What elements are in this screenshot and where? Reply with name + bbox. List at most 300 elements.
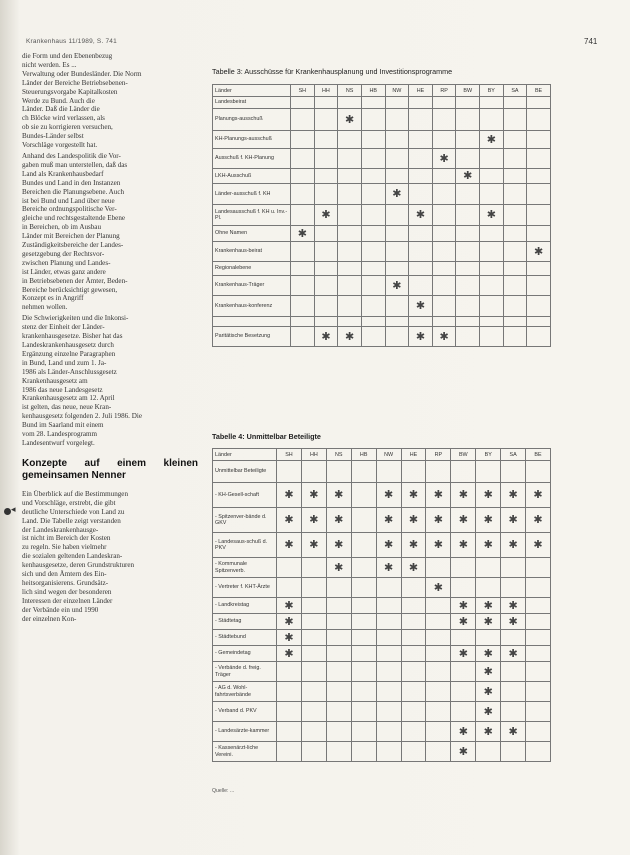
table3-prefix: Tabelle 3: — [212, 67, 243, 76]
text-line: nicht werden. Es ... — [22, 60, 77, 69]
table-cell — [401, 578, 426, 598]
table-cell — [326, 682, 351, 702]
table-cell — [503, 149, 527, 169]
table-cell — [501, 578, 526, 598]
table-cell — [527, 262, 551, 276]
table-cell — [326, 742, 351, 762]
table-cell — [426, 682, 451, 702]
text-line: Bereiche ordnungspolitische Ver- — [22, 205, 117, 214]
text-line: heitsorganisierens. Grundsätz- — [22, 578, 109, 587]
row-label: Regionalebene — [213, 262, 291, 276]
column-header: SH — [291, 85, 315, 97]
row-label: - Spitzenver-bände d. GKV — [213, 508, 277, 533]
text-line: Zuständigkeitsbereiche der Landes- — [22, 241, 124, 250]
table-cell — [376, 461, 401, 483]
table-cell — [361, 109, 385, 131]
table-cell — [361, 169, 385, 184]
row-label: Krankenhaus-Träger — [213, 276, 291, 296]
table4-caption — [212, 432, 321, 441]
table-cell — [480, 242, 504, 262]
table-cell — [503, 109, 527, 131]
asterisk-mark-icon: ✱ — [480, 205, 504, 226]
table-cell — [291, 242, 315, 262]
table-cell — [291, 317, 315, 327]
asterisk-mark-icon: ✱ — [376, 533, 401, 558]
table-cell — [480, 262, 504, 276]
table-cell — [385, 242, 409, 262]
table-cell — [432, 184, 456, 205]
text-line: kenhausgesetze, deren Grundstrukturen — [22, 561, 135, 570]
table-cell — [401, 630, 426, 646]
row-label: - Gemeindetag — [213, 646, 277, 662]
table-cell — [351, 598, 376, 614]
table-cell — [451, 702, 476, 722]
text-line: gesetzgebung der Rechtsvor- — [22, 249, 105, 258]
table-cell — [338, 169, 362, 184]
table-cell — [401, 742, 426, 762]
table-cell — [338, 97, 362, 109]
table-cell — [401, 461, 426, 483]
table-cell — [326, 578, 351, 598]
column-header: BE — [526, 449, 551, 461]
table-cell — [385, 97, 409, 109]
asterisk-mark-icon: ✱ — [451, 742, 476, 762]
table-cell — [401, 646, 426, 662]
text-line: und Vorschläge, erstrebt, die gibt — [22, 498, 116, 507]
table-cell — [456, 242, 480, 262]
table-cell — [426, 558, 451, 578]
table-cell — [291, 97, 315, 109]
table-row — [213, 276, 551, 296]
table-cell — [326, 461, 351, 483]
table-cell — [361, 226, 385, 242]
table-cell — [432, 226, 456, 242]
asterisk-mark-icon: ✱ — [526, 483, 551, 508]
column-header: Länder — [213, 449, 277, 461]
asterisk-mark-icon: ✱ — [277, 646, 302, 662]
text-line: Krankenhausgesetz am — [22, 376, 88, 385]
table-cell — [385, 109, 409, 131]
table-cell — [456, 262, 480, 276]
table-row — [213, 131, 551, 149]
table-cell — [326, 702, 351, 722]
table-row — [213, 630, 551, 646]
table-cell — [301, 722, 326, 742]
table-cell — [314, 262, 338, 276]
table-row — [213, 614, 551, 630]
asterisk-mark-icon: ✱ — [476, 646, 501, 662]
table-cell — [426, 646, 451, 662]
table-cell — [501, 630, 526, 646]
table-cell — [527, 276, 551, 296]
table-cell — [326, 722, 351, 742]
asterisk-mark-icon: ✱ — [501, 646, 526, 662]
table-cell — [503, 184, 527, 205]
table-header-row — [213, 449, 551, 461]
table-cell — [277, 662, 302, 682]
asterisk-mark-icon: ✱ — [409, 296, 433, 317]
table-cell — [385, 131, 409, 149]
table-cell — [326, 646, 351, 662]
text-line: ob sie zu korrigieren versuchen, — [22, 123, 113, 132]
text-line: Interessen der einzelnen Länder — [22, 596, 113, 605]
asterisk-mark-icon: ✱ — [451, 646, 476, 662]
text-line: der Landeskrankenhausge- — [22, 525, 99, 534]
column-header: RP — [426, 449, 451, 461]
table-cell — [351, 646, 376, 662]
column-header: HE — [401, 449, 426, 461]
table-cell — [301, 630, 326, 646]
row-label: LKH-Ausschuß — [213, 169, 291, 184]
table-cell — [426, 598, 451, 614]
table-cell — [426, 722, 451, 742]
table-cell — [503, 327, 527, 347]
row-label: Landesausschuß f. KH u. Inv.-Pl. — [213, 205, 291, 226]
table-cell — [301, 578, 326, 598]
paragraph-2 — [22, 152, 198, 312]
table-cell — [291, 109, 315, 131]
table-cell — [456, 226, 480, 242]
text-line: ist Länder, etwas ganz andere — [22, 267, 106, 276]
text-line: in Bereichen, ob im Ausbau — [22, 223, 102, 232]
table-cell — [527, 184, 551, 205]
text-line: die Form und den Ebenenbezug — [22, 52, 113, 60]
table-cell — [432, 296, 456, 317]
table4-prefix: Tabelle 4: — [212, 432, 245, 441]
table-cell — [338, 184, 362, 205]
text-line: Die Schwierigkeiten und die Inkonsi- — [22, 314, 129, 323]
table-cell — [291, 327, 315, 347]
column-header: HB — [351, 449, 376, 461]
table-cell — [480, 149, 504, 169]
table-cell — [526, 722, 551, 742]
asterisk-mark-icon: ✱ — [426, 508, 451, 533]
row-label: Krankenhaus-beirat — [213, 242, 291, 262]
column-header: BE — [527, 85, 551, 97]
table-cell — [361, 262, 385, 276]
table-row — [213, 262, 551, 276]
text-line: Bereiche berücksichtigt gewesen, — [22, 285, 118, 294]
table-row — [213, 169, 551, 184]
column-header: BW — [451, 449, 476, 461]
table-cell — [351, 742, 376, 762]
asterisk-mark-icon: ✱ — [476, 598, 501, 614]
asterisk-mark-icon: ✱ — [480, 131, 504, 149]
table-cell — [361, 327, 385, 347]
asterisk-mark-icon: ✱ — [277, 598, 302, 614]
table-cell — [385, 149, 409, 169]
table-row — [213, 317, 551, 327]
table-cell — [351, 508, 376, 533]
table-cell — [409, 97, 433, 109]
table-cell — [476, 630, 501, 646]
table-cell — [526, 682, 551, 702]
table-cell — [401, 682, 426, 702]
table-cell — [385, 169, 409, 184]
asterisk-mark-icon: ✱ — [376, 483, 401, 508]
table-cell — [503, 242, 527, 262]
table-cell — [526, 646, 551, 662]
asterisk-mark-icon: ✱ — [451, 508, 476, 533]
table-cell — [526, 461, 551, 483]
table-cell — [314, 226, 338, 242]
table-cell — [527, 327, 551, 347]
table-cell — [301, 461, 326, 483]
table-cell — [451, 558, 476, 578]
row-label: Ohne Namen — [213, 226, 291, 242]
table-cell — [291, 276, 315, 296]
table-cell — [426, 630, 451, 646]
text-line: die sozialen geltenden Landeskran- — [22, 552, 123, 561]
text-line: Landeskrankenhausgesetz durch — [22, 341, 114, 349]
table-cell — [451, 578, 476, 598]
table-cell — [409, 262, 433, 276]
table-row — [213, 702, 551, 722]
table-cell — [503, 317, 527, 327]
table-row — [213, 461, 551, 483]
asterisk-mark-icon: ✱ — [426, 578, 451, 598]
asterisk-mark-icon: ✱ — [451, 598, 476, 614]
table-cell — [385, 296, 409, 317]
asterisk-mark-icon: ✱ — [432, 327, 456, 347]
table-cell — [527, 149, 551, 169]
asterisk-mark-icon: ✱ — [501, 614, 526, 630]
asterisk-mark-icon: ✱ — [376, 558, 401, 578]
table-cell — [432, 262, 456, 276]
table-cell — [385, 262, 409, 276]
text-line: sich und den Ämtern des Ein- — [22, 570, 107, 579]
asterisk-mark-icon: ✱ — [451, 722, 476, 742]
table-cell — [501, 742, 526, 762]
table-cell — [361, 97, 385, 109]
table-cell — [277, 722, 302, 742]
text-line: Werde zu Bund. Auch die — [22, 96, 95, 105]
table-cell — [326, 614, 351, 630]
asterisk-mark-icon: ✱ — [409, 327, 433, 347]
table-participants — [212, 448, 551, 762]
table-cell — [376, 646, 401, 662]
text-line: vom 28. Landesprogramm — [22, 430, 98, 439]
table-cell — [456, 205, 480, 226]
table-cell — [376, 662, 401, 682]
asterisk-mark-icon: ✱ — [527, 242, 551, 262]
table-cell — [451, 630, 476, 646]
text-line: der einzelnen Kon- — [22, 614, 77, 623]
table-cell — [291, 205, 315, 226]
table-cell — [314, 109, 338, 131]
asterisk-mark-icon: ✱ — [277, 483, 302, 508]
asterisk-mark-icon: ✱ — [338, 109, 362, 131]
table-row — [213, 184, 551, 205]
table-cell — [277, 702, 302, 722]
table-cell — [338, 242, 362, 262]
table-cell — [527, 109, 551, 131]
text-line: krankenhausgesetze. Bisher hat das — [22, 332, 123, 341]
table3-title: Ausschüsse für Krankenhausplanung und Investitionsprogramme — [244, 67, 453, 76]
row-label: KH-Planungs-ausschuß — [213, 131, 291, 149]
text-line: Länder. Daß die Länder die — [22, 105, 100, 114]
table-cell — [527, 296, 551, 317]
asterisk-mark-icon: ✱ — [326, 533, 351, 558]
table-cell — [314, 276, 338, 296]
row-label: - Verband d. PKV — [213, 702, 277, 722]
table-cell — [277, 461, 302, 483]
table-cell — [526, 702, 551, 722]
text-line: in Bund, Land und zum 1. Ja- — [22, 358, 107, 367]
table-cell — [338, 226, 362, 242]
table-cell — [409, 226, 433, 242]
table-cell — [326, 630, 351, 646]
table-cell — [432, 109, 456, 131]
row-label — [213, 317, 291, 327]
table-cell — [277, 682, 302, 702]
table-cell — [376, 614, 401, 630]
table-cell — [351, 682, 376, 702]
text-line: ch Blöcke wird verlassen, als — [22, 114, 105, 123]
asterisk-mark-icon: ✱ — [432, 149, 456, 169]
text-line: nehmen wollen. — [22, 303, 68, 312]
table-cell — [361, 205, 385, 226]
table-row — [213, 508, 551, 533]
text-line: ist nicht im Bereich der Kosten — [22, 534, 111, 543]
section-subheading: Konzepte auf einem kleinen gemeinsamen Nenner — [22, 457, 198, 481]
text-line: Länder mit Bereichen der Planung — [22, 232, 120, 241]
row-label: Ausschuß f. KH-Planung — [213, 149, 291, 169]
column-header: SA — [503, 85, 527, 97]
table-cell — [351, 702, 376, 722]
table-cell — [501, 558, 526, 578]
asterisk-mark-icon: ✱ — [501, 533, 526, 558]
arrow-left-icon: ◂ — [11, 504, 16, 514]
table-cell — [503, 226, 527, 242]
text-line: Land. Die Tabelle zeigt verstanden — [22, 516, 121, 525]
asterisk-mark-icon: ✱ — [476, 533, 501, 558]
table-cell — [376, 742, 401, 762]
table-cell — [527, 131, 551, 149]
table-cell — [527, 169, 551, 184]
text-line: ist bei Bund und Land über neue — [22, 196, 115, 205]
row-label: Krankenhaus-konferenz — [213, 296, 291, 317]
table-cell — [401, 598, 426, 614]
text-line: in Betriebsebenen der Ämter, Beden- — [22, 276, 128, 285]
table-cell — [277, 742, 302, 762]
column-header: BY — [480, 85, 504, 97]
row-label: - Verbände d. freig. Träger — [213, 662, 277, 682]
asterisk-mark-icon: ✱ — [476, 722, 501, 742]
text-line: Anhand des Landespolitik die Vor- — [22, 151, 121, 160]
column-header: RP — [432, 85, 456, 97]
table-cell — [314, 97, 338, 109]
table-row — [213, 742, 551, 762]
table-cell — [480, 169, 504, 184]
table-cell — [314, 149, 338, 169]
table-cell — [301, 682, 326, 702]
column-header: HH — [314, 85, 338, 97]
asterisk-mark-icon: ✱ — [451, 483, 476, 508]
table-cell — [291, 296, 315, 317]
table-cell — [501, 662, 526, 682]
table-cell — [480, 109, 504, 131]
table-cell — [501, 682, 526, 702]
column-header: NW — [385, 85, 409, 97]
table-cell — [361, 276, 385, 296]
table-row — [213, 242, 551, 262]
table-cell — [351, 578, 376, 598]
asterisk-mark-icon: ✱ — [385, 276, 409, 296]
table-cell — [314, 169, 338, 184]
table-cell — [338, 276, 362, 296]
asterisk-mark-icon: ✱ — [476, 702, 501, 722]
table-cell — [326, 598, 351, 614]
row-label: Planungs-ausschuß — [213, 109, 291, 131]
table-cell — [432, 205, 456, 226]
asterisk-mark-icon: ✱ — [501, 483, 526, 508]
asterisk-mark-icon: ✱ — [476, 483, 501, 508]
table-cell — [456, 276, 480, 296]
table-cell — [401, 702, 426, 722]
table-cell — [409, 169, 433, 184]
page-number: 741 — [584, 37, 598, 46]
asterisk-mark-icon: ✱ — [314, 205, 338, 226]
table-cell — [338, 131, 362, 149]
text-line: Ein Überblick auf die Bestimmungen — [22, 489, 128, 498]
table-cell — [451, 461, 476, 483]
column-header: SA — [501, 449, 526, 461]
table-row — [213, 296, 551, 317]
table-cell — [385, 205, 409, 226]
table-row — [213, 722, 551, 742]
table-cell — [301, 702, 326, 722]
table4-title: Unmittelbar Beteiligte — [246, 432, 321, 441]
table-cell — [338, 149, 362, 169]
asterisk-mark-icon: ✱ — [277, 533, 302, 558]
text-line: ist gelten, das neue, neue Kran- — [22, 403, 112, 412]
table-cell — [432, 97, 456, 109]
asterisk-mark-icon: ✱ — [401, 483, 426, 508]
table-cell — [503, 205, 527, 226]
table-row — [213, 646, 551, 662]
table-cell — [301, 646, 326, 662]
table-cell — [409, 149, 433, 169]
table-cell — [456, 296, 480, 317]
table-row — [213, 483, 551, 508]
table-cell — [301, 614, 326, 630]
table-cell — [351, 533, 376, 558]
asterisk-mark-icon: ✱ — [277, 508, 302, 533]
asterisk-mark-icon: ✱ — [526, 533, 551, 558]
table-cell — [361, 296, 385, 317]
row-label: - Kommunale Spitzenverb. — [213, 558, 277, 578]
row-label: Länder-ausschuß f. KH — [213, 184, 291, 205]
running-header: Krankenhaus 11/1989, S. 741 — [26, 38, 117, 45]
asterisk-mark-icon: ✱ — [338, 327, 362, 347]
asterisk-mark-icon: ✱ — [451, 533, 476, 558]
text-line: Verwaltung oder Bundesländer. Die Norm — [22, 69, 142, 78]
table-cell — [426, 662, 451, 682]
asterisk-mark-icon: ✱ — [476, 682, 501, 702]
table-cell — [301, 742, 326, 762]
table-cell — [503, 131, 527, 149]
table-cell — [338, 262, 362, 276]
table-cell — [314, 184, 338, 205]
text-line: Bund im Saarland mit einem — [22, 421, 104, 430]
table-cell — [432, 242, 456, 262]
table-cell — [503, 262, 527, 276]
text-line: deutliche Unterschiede von Land zu — [22, 507, 125, 516]
table-cell — [503, 169, 527, 184]
text-line: 1986 als Länder-Anschlussgesetz — [22, 367, 117, 376]
row-label: - Städtetag — [213, 614, 277, 630]
